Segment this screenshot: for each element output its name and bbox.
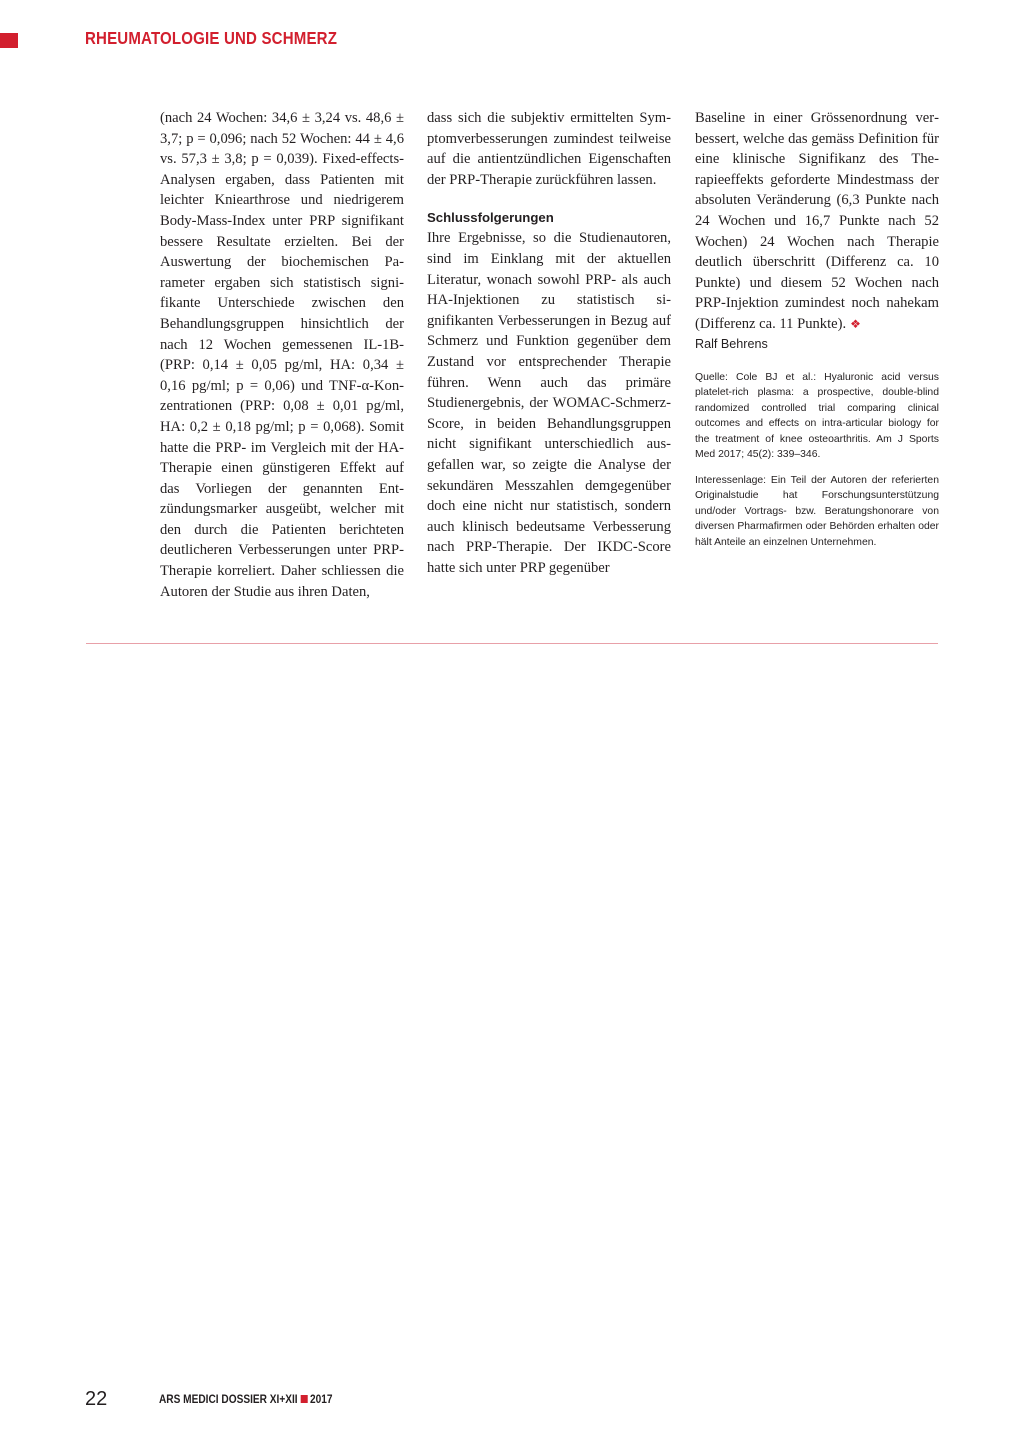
section-marker bbox=[0, 33, 18, 48]
article-column-2 bbox=[427, 108, 671, 578]
divider-line bbox=[86, 643, 938, 644]
publication-year: 2017 bbox=[309, 1394, 333, 1406]
article-column-3 bbox=[695, 108, 939, 550]
body-paragraph: (nach 24 Wochen: 34,6 ± 3,24 vs. 48,6 ± 3,7; p = 0,096; nach 52 Wochen: 44 ± 4,6 vs. 57,3 ± 3,8; p = 0,039). Fixed-effects-Analysen ergaben, dass Patienten mit leichter Kniearthrose und niedrigerem Body-Mass-Index unter PRP signifikant bessere Resultate erzielten. Bei der Auswertung der biochemischen Parameter ergaben sich statistisch signifikante Unterschiede zwischen den Behandlungsgruppen hinsichtlich der nach 12 Wochen gemessenen IL-1B- (PRP: 0,14 ± 0,05 pg/ml, HA: 0,34 ± 0,16 pg/ml; p = 0,06) und TNF-α-Konzentrationen (PRP: 0,08 ± 0,01 pg/ml, HA: 0,2 ± 0,18 pg/ml; p = 0,068). Somit hatte die PRP- im Vergleich mit der HA-Therapie einen günstigeren Effekt auf das Vorliegen der genannten Entzündungsmarker ausgeübt, welcher mit den durch die Patienten berichteten deutlicheren Verbesserungen unter PRP-Therapie korreliert. Daher schliessen die Autoren der Studie aus ihren Daten, bbox=[160, 110, 404, 600]
footer-publication bbox=[159, 1394, 332, 1406]
conflict-of-interest: Interessenlage: Ein Teil der Autoren der referierten Originalstudie hat Forschungsunterstützung und/oder Vortrags- bzw. Beratungshonorare von diversen Pharmafirmen oder Behörden erhalten oder hält Anteile an einzelnen Unternehmen. bbox=[695, 474, 939, 548]
closing-paragraph-text: Baseline in einer Grössenordnung verbessert, welche das gemäss Definition für eine klinische Signifikanz des Therapieeffekts geforderte Mindestmass der absoluten Veränderung (6,3 Punkte nach 24 Wochen und 16,7 Punkte nach 52 Wochen) 24 Wochen nach Therapie deutlich überschritt (Differenz ca. 10 Punkte) und diesem 52 Wochen nach PRP-Injektion zumindest noch nahekam (Differenz ca. 11 Punkte). bbox=[695, 110, 939, 332]
page-number: 22 bbox=[85, 1388, 108, 1410]
body-paragraph: Ihre Ergebnisse, so die Studienautoren, sind im Einklang mit der aktuellen Literatur, wonach sowohl PRP- als auch HA-Injektionen zu statistisch signifikanten Verbesserungen in Bezug auf Schmerz und Funktion gegenüber dem Zustand vor entsprechender Therapie führen. Wenn auch das primäre Studienergebnis, der WOMAC-Schmerz-Score, in beiden Behandlungsgruppen nicht signifikant unterschiedlich ausgefallen war, so zeigte die Analyse der sekundären Messzahlen demgegenüber doch eine nicht nur statistisch, sondern auch klinisch bedeutsame Verbesserung nach PRP-Therapie. Der IKDC-Score hatte sich unter PRP gegenüber bbox=[427, 230, 671, 576]
body-paragraph bbox=[695, 108, 939, 335]
end-of-article-icon: ❖ bbox=[850, 316, 861, 331]
section-title: RHEUMATOLOGIE UND SCHMERZ bbox=[85, 28, 338, 48]
conclusions-heading: Schlussfolgerungen bbox=[427, 210, 554, 226]
body-paragraph: dass sich die subjektiv ermittelten Symptomverbesserungen zumindest teilweise auf die antientzündlichen Eigenschaften der PRP-Therapie zurückführen lassen. bbox=[427, 110, 671, 188]
footer-marker bbox=[300, 1395, 307, 1403]
article-column-1 bbox=[160, 108, 404, 602]
author-name: Ralf Behrens bbox=[695, 336, 768, 351]
publication-name: ARS MEDICI DOSSIER XI+XII bbox=[159, 1394, 298, 1406]
source-reference: Quelle: Cole BJ et al.: Hyaluronic acid versus platelet-rich plasma: a prospective, double-blind randomized controlled trial comparing clinical outcomes and effects on intra-articular biology for the treatment of knee osteoarthritis. Am J Sports Med 2017; 45(2): 339–346. bbox=[695, 371, 939, 461]
